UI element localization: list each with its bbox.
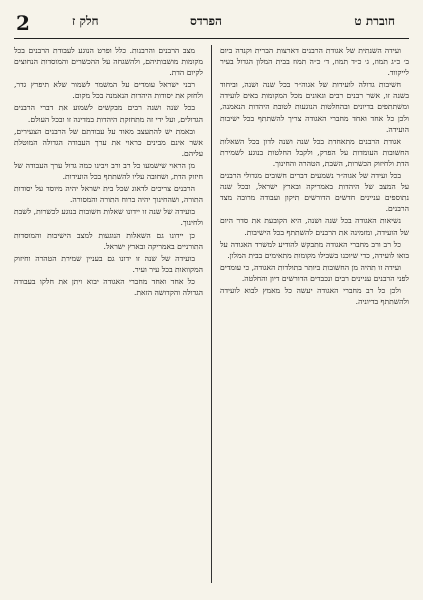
paragraph: מן הראוי שישמעו כל רב ורב ויבינו כמה גדול ערך העבודה של חיזוק הדת, ושחובה עליו להשתתף בכל הועידות. xyxy=(13,160,203,182)
paragraph: בכל ועידה של אגוה״ר נשמעים דברים חשובים מגדולי הרבנים על המצב של היהדות באמריקה ובארץ ישראל, ובכל שנה נתוספים עניינים חדשים הדורשים תיקון ועבודה מרובה מצד הרבנים. xyxy=(219,171,409,214)
paragraph: נשיאות האגודה בכל שנה ושנה, היא הקובעת את סדר היום של הועידה, ומזמינה את הרבנים להשתתף בכל הישיבות. xyxy=(219,216,409,237)
paragraph: בועידה של שנה זו ידונו גם בעניין שמירת הטהרה וחיזוק המקוואות בכל עיר ועיר. xyxy=(13,253,203,274)
paragraph: ובאמת יש להתעצב מאוד על עבודתם של הרבנים הצעירים, אשר אינם מבינים כראוי את ערך העבודה הגדולה המוטלת עליהם. xyxy=(13,126,203,158)
paragraph: כל אחד ואחד מחברי האגודה יבוא ויתן את חלקו בעבודה הגדולה והקדושה הזאת. xyxy=(13,276,203,297)
chapter-label: חלק ז xyxy=(72,14,99,28)
paragraph: בכל שנה ושנה רבים מבקשים לשמוע את דברי הרבנים הגדולים, ועל ידי זה מתחזקת היהדות במדינה זו ובכל העולם. xyxy=(13,103,203,124)
paragraph: הרבנים צריכים לדאוג שכל בית ישראל יהיה מיוסד על יסודות התורה, ושהחינוך יהיה ברוח התורה והמסורה. xyxy=(13,184,203,205)
paragraph: ולכן כל רב מחברי האגודה יעשה כל מאמץ לבוא לועידה ולהשתתף בדיוניה. xyxy=(219,285,409,307)
paragraph: אגודת הרבנים מתאחדת בכל שנה ושנה לדון בכל השאלות החשובות העומדות על הפרק, ולקבל החלטות בנוגע לשמירת הדת ולחיזוק הכשרות, השבת, הטהרה והחינוך. xyxy=(219,136,409,168)
left-column xyxy=(14,45,203,583)
paragraph: מצב הרבנים והרבנות. כלל ופרט הנוגע לעבודת הרבנים בכל מקומות מושבותיהם, ולהשגחה על ההכשרים והמוסדות הנחוצים לקיום הדת. xyxy=(13,46,203,78)
page-number: 2 xyxy=(16,11,30,35)
running-header xyxy=(14,12,409,39)
paragraph: חשיבות גדולה לועידות של אגוה״ר בכל שנה ושנה, וביחוד בשנה זו, אשר רבנים רבים וגאונים מכל המקומות באים לועידה ומשתתפים בדיונים ובהחלטות הנוגעות לטובת היהדות הנאמנה, ולכן כל אחד ואחד מחברי האגודה צריך להשתתף בכל ישיבות הועידה. xyxy=(219,80,409,134)
paragraph: כן יידונו גם השאלות הנוגעות למצב הישיבות והמוסדות התורניים באמריקה ובארץ ישראל. xyxy=(13,230,203,251)
right-column xyxy=(220,45,409,583)
journal-title: הפרדס xyxy=(190,14,222,28)
paragraph: ועידה זו תהיה מן החשובות ביותר בתולדות האגודה, כי עומדים לפני הרבנים עניינים רבים ונכבדים הדורשים דיון והחלטה. xyxy=(219,262,409,283)
paragraph: בועידה של שנה זו יידונו שאלות חשובות בנוגע לכשרות, לשבת ולחינוך. xyxy=(13,207,203,228)
paragraph: רבני ישראל עומדים על המשמר לשמור שלא תיפרץ גדר, ולחזק את יסודות היהדות הנאמנה בכל מקום. xyxy=(13,80,203,101)
issue-label: חוברת ט xyxy=(354,14,395,28)
paragraph: כל רב ורב מחברי האגודה מתבקש להודיע למשרד האגודה על בואו לועידה, כדי שיוכנו בשבילו מקומות מתאימים בבית המלון. xyxy=(219,239,409,260)
column-divider xyxy=(211,45,212,583)
paragraph: ועידה השנתית של אגודת הרבנים דארצות הברית וקנדה ביום ב׳ כ״ג תמוז, ג׳ כ״ד תמוז, ד׳ כ״ה תמוז בבית המלון הגדול בעיר לייקווד. xyxy=(219,46,409,78)
text-columns xyxy=(14,45,409,583)
